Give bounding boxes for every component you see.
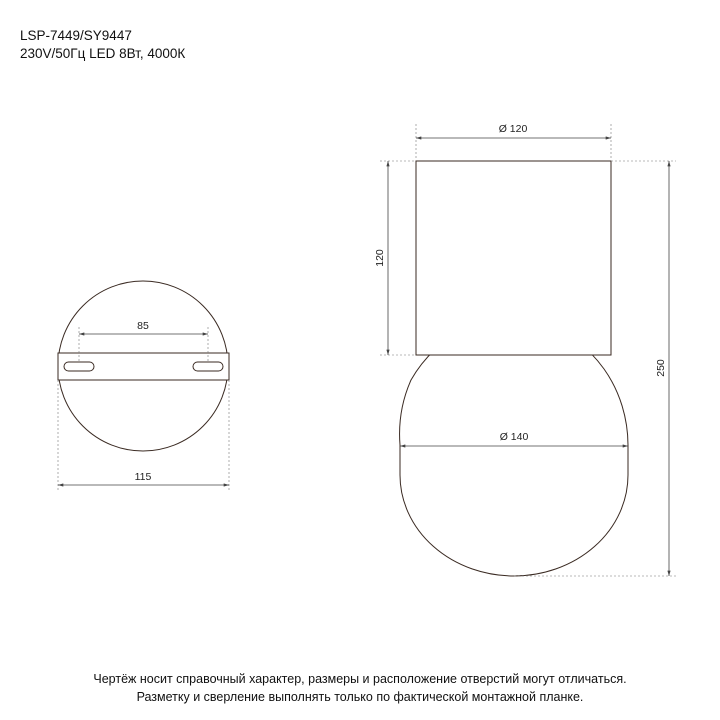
mounting-bracket (58, 353, 229, 380)
dimension-shade-diameter (400, 431, 628, 446)
dimension-top-diameter (416, 123, 611, 160)
top-height-label: 120 (374, 249, 386, 267)
electrical-specs: 230V/50Гц LED 8Вт, 4000К (20, 46, 186, 61)
disclaimer-line-1: Чертёж носит справочный характер, размеры и расположение отверстий могут отличаться. (93, 672, 627, 686)
mounting-base-view (58, 281, 229, 492)
dimension-top-height (374, 161, 416, 355)
globe-shade (400, 319, 628, 576)
cylinder-body (416, 161, 611, 355)
hole-spacing-label: 85 (137, 320, 149, 332)
model-number: LSP-7449/SY9447 (20, 28, 132, 43)
lamp-side-view (374, 123, 676, 576)
drawing-disclaimer (0, 670, 720, 706)
base-diameter-label: 115 (134, 471, 152, 483)
dimension-base-diameter (58, 380, 229, 492)
total-height-label: 250 (655, 359, 667, 377)
shade-diameter-label: Ø 140 (499, 431, 529, 443)
top-diameter-label: Ø 120 (498, 123, 528, 135)
disclaimer-line-2: Разметку и сверление выполнять только по фактической монтажной планке. (136, 690, 584, 704)
